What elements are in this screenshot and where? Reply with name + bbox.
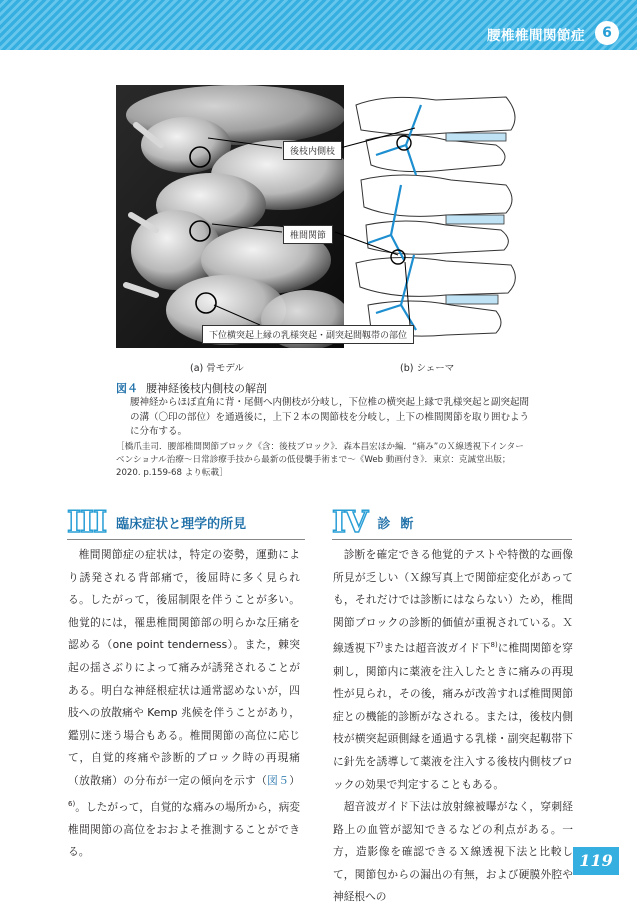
text-run: 。したがって，自覚的な痛みの場所から，病変椎間関節の高位をおおよそ推測することができる。	[68, 800, 300, 859]
citation: 6)	[68, 799, 76, 808]
text-run: 診断を確定できる他覚的テストや特徴的な画像所見が乏しい（Ｘ線写真上で関節症変化があっても，それだけでは診断にはならない）ため，椎間関節ブロックの診断的価値が重視されている。Ｘ線透視下	[333, 548, 573, 655]
chapter-title: 腰椎椎間関節症	[487, 28, 585, 44]
section-4-numeral: IV	[332, 504, 368, 540]
section-4-rule	[332, 539, 572, 540]
section-3-paragraph: 椎間関節症の症状は，特定の姿勢，運動により誘発される背部痛で，後屈時に多く見られる。したがって，後屈制限を伴うことが多い。他覚的には，罹患椎間関節部の明らかな圧痛を認める（one point tenderness）。また，棘突起の揺さぶりによって痛みが誘発されることがある。明白な神経根症状は通常認めないが，四肢への放散痛や Kemp 兆候を伴うことがあり，鑑別に迷う場合もある。椎間関節の高位に応じて，自覚的疼痛や診断的ブロック時の再現痛（放散痛）の分布が一定の傾向を示す（図５）$^{6)}$。したがって，自覚的な痛みの場所から，病変椎間関節の高位をおおよそ推測することができる。	[68, 548, 300, 859]
text-run: 椎間関節症の症状は，特定の姿勢，運動により誘発される背部痛で，後屈時に多く見られる。したがって，後屈制限を伴うことが多い。他覚的には，罹患椎間関節部の明らかな圧痛を認める（one point tenderness）。また，棘突起の揺さぶりによって痛みが誘発されることがある。明白な神経根症状は通常認めないが，四肢への放散痛や Kemp 兆候を伴うことがあり，鑑別に迷う場合もある。椎間関節の高位に応じて，自覚的疼痛や診断的ブロック時の再現痛（放散痛）の分布が一定の傾向を示す（	[68, 548, 300, 787]
text-run: または超音波ガイド下	[383, 641, 491, 655]
figure-title-text: 腰神経後枝内側枝の解剖	[146, 382, 267, 395]
page-number: 119	[573, 847, 619, 875]
citation: 7)	[376, 641, 384, 650]
section-4-body	[333, 544, 573, 909]
figure-ref-link[interactable]: 図５	[267, 773, 290, 787]
section-3-title: 臨床症状と理学的所見	[116, 516, 247, 532]
section-4-title: 診断	[377, 516, 424, 532]
section-3-heading	[67, 506, 246, 538]
label-facet-joint: 椎間関節	[283, 225, 333, 244]
label-medial-branch: 後枝内側枝	[283, 141, 342, 160]
label-groove-site: 下位横突起上縁の乳様突起・副突起間靱帯の部位	[202, 325, 414, 344]
caption-a: (a) 骨モデル	[190, 363, 244, 374]
citation: 8)	[490, 641, 498, 650]
section-4-heading	[332, 506, 423, 538]
section-3-rule	[67, 539, 305, 540]
figure-title	[116, 380, 267, 396]
section-4-paragraph-2: 超音波ガイド下法は放射線被曝がなく，穿刺経路上の血管が認知できるなどの利点がある。一方，造影像を確認できるＸ線透視下法と比較して，関節包からの漏出の有無，および硬膜外腔や神経根への	[333, 800, 573, 904]
figure-description: 腰神経からほぼ直角に背・尾側へ内側枝が分岐し，下位椎の横突起上縁で乳様突起と副突起間の溝（〇印の部位）を通過後に，上下２本の関節枝を分岐し，上下の椎間関節を取り囲むように分布する。	[130, 397, 530, 437]
section-4-paragraph-1	[333, 544, 573, 796]
text-run: に椎間関節を穿刺し，関節内に薬液を注入したときに痛みの再現性が見られ，その後，痛みが改善すれば椎間関節症との機能的診断がなされる。または，後枝内側枝が横突起頭側縁を通過する乳様・副突起靱帯下に針先を誘導して薬液を注入する後枝内側枝ブロックの効果で判定することもある。	[333, 641, 573, 791]
caption-b: (b) シェーマ	[400, 363, 455, 374]
chapter-badge: 6	[595, 21, 619, 45]
figure-reference: ［橋爪圭司．腰部椎間関節ブロック《含：後枝ブロック》．森本昌宏ほか編．“痛み”のＸ線透視下インターベンショナル治療～日常診療手技から最新の低侵襲手術まで～《Web 動画付き》．東京：克誠堂出版；2020. p.159-68 より転載］	[116, 442, 524, 478]
figure-number: 図４	[116, 382, 138, 395]
section-3-numeral: III	[67, 504, 107, 540]
section-3-body	[68, 544, 300, 864]
